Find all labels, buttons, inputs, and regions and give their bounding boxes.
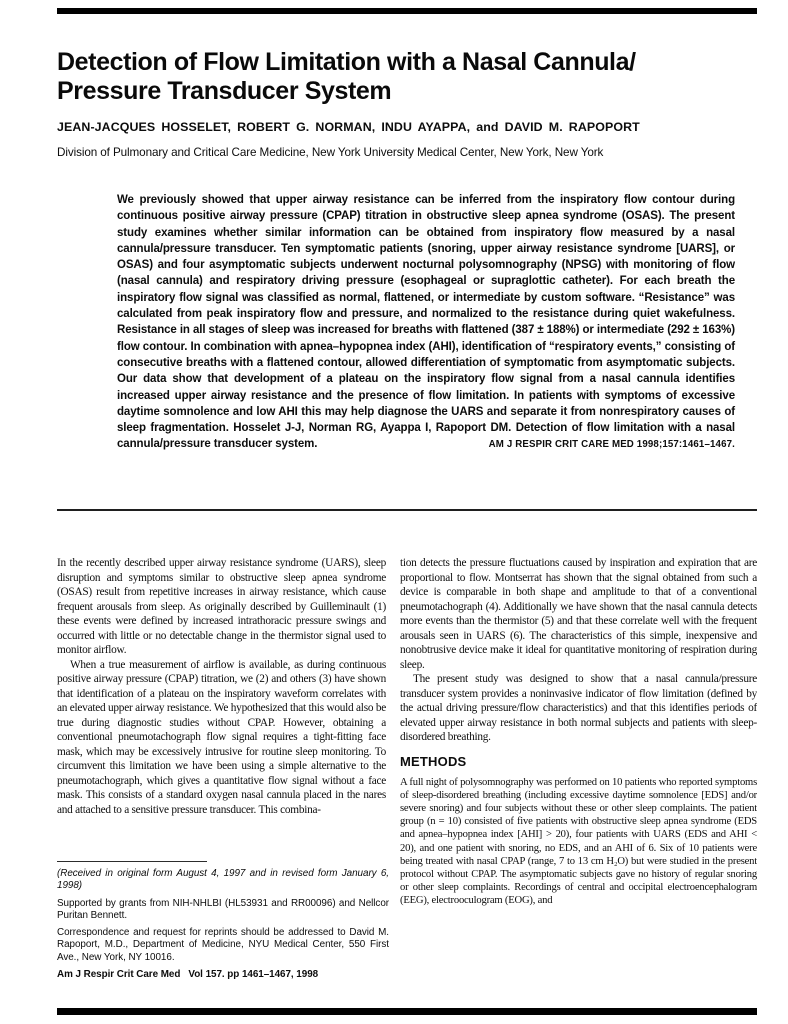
affiliation-line: Division of Pulmonary and Critical Care Medicine, New York University Medical Center, New York, New York — [57, 146, 604, 159]
footnote-grant-support: Supported by grants from NIH-NHLBI (HL53931 and RR00096) and Nellcor Puritan Bennett. — [57, 897, 389, 921]
body-column-right — [400, 556, 757, 1006]
footnote-journal-citation: Am J Respir Crit Care Med Vol 157. pp 1461–1467, 1998 — [57, 969, 319, 981]
paper-title-line1: Detection of Flow Limitation with a Nasal Cannula/ — [57, 48, 636, 76]
footnote-separator-rule — [57, 861, 207, 862]
authors-line: JEAN-JACQUES HOSSELET, ROBERT G. NORMAN, INDU AYAPPA, and DAVID M. RAPOPORT — [57, 120, 640, 134]
abstract-divider-rule — [57, 509, 757, 511]
footnote-received-dates: (Received in original form August 4, 1997 and in revised form January 6, 1998) — [57, 868, 389, 892]
body-column-left — [57, 556, 386, 862]
abstract-journal-reference: AM J RESPIR CRIT CARE MED 1998;157:1461–1467. — [488, 439, 735, 451]
top-horizontal-rule — [57, 8, 757, 14]
abstract-self-citation: Hosselet J-J, Norman RG, Ayappa I, Rapoport DM. Detection of flow limitation with a nasal cannula/pressure transducer system. — [117, 422, 735, 451]
paper-title — [57, 48, 761, 105]
abstract-paragraph — [117, 192, 735, 453]
intro-paragraph-2: When a true measurement of airflow is available, as during continuous positive airway pressure (CPAP) titration, we (2) and others (3) have shown that identification of a plateau on the inspiratory waveform correlates with an elevated upper airway resistance. We hypothesized that this would also be true during diagnostic studies without CPAP. However, obtaining a conventional pneumotachograph flow signal requires a tight-fitting face mask, which may be excessively intrusive for routine sleep monitoring. To circumvent this limitation we have been using a simple alternative to the pneumotachograph, which gives a quantitative flow signal without a face mask. This consists of a standard oxygen nasal cannula placed in the nares and attached to a sensitive pressure transducer. This combina- — [57, 658, 386, 816]
methods-section-heading: METHODS — [400, 753, 467, 769]
abstract-section — [117, 192, 735, 454]
methods-paragraph-1: A full night of polysomnography was performed on 10 patients who reported symptoms of sleep-disordered breathing (including excessive daytime somnolence [EDS] and/or severe snoring) and four subjects without these or other sleep complaints. The patient group (n = 10) consisted of five patients with obstructive sleep apnea syndrome (EDS and apnea–hypopnea index [AHI] > 20), four patients with UARS (EDS and AHI < 20), and one patient with snoring, no EDS, and an AHI of 6. Six of 10 patients were being treated with nasal CPAP (range, 7 to 13 cm H₂O) but were studied in the present protocol without CPAP. The asymptomatic subjects gave no history of regular snoring or other sleep complaints. Recordings of central and occipital electroencephalogram (EEG), electrooculogram (EOG), and — [400, 776, 757, 907]
abstract-body-text: We previously showed that upper airway resistance can be inferred from the inspiratory flow contour during continuous positive airway pressure (CPAP) titration in obstructive sleep apnea syndrome (OSAS). The present study examines whether similar information can be obtained from inspiratory flow measured by a nasal cannula/pressure transducer. Ten symptomatic patients (snoring, upper airway resistance syndrome [UARS], or OSAS) and four asymptomatic subjects underwent nocturnal polysomnography (NPSG) with monitoring of flow (nasal cannula) and respiratory driving pressure (esophageal or supraglottic catheter). For each breath the inspiratory flow signal was classified as normal, flattened, or intermediate by custom software. “Resistance” was calculated from peak inspiratory flow and pressure, and normalized to the resistance during quiet wakefulness. Resistance in all stages of sleep was increased for breaths with flattened (387 ± 188%) or intermediate (292 ± 163%) flow contour. In combination with apnea–hypopnea index (AHI), identification of “respiratory events,” consisting of consecutive breaths with a flattened contour, allowed differentiation of symptomatic from asymptomatic subjects. Our data show that development of a plateau on the inspiratory flow signal from a nasal cannula identifies increased upper airway resistance and the presence of flow limitation. In patients with symptoms of excessive daytime somnolence and low AHI this may help diagnose the UARS and separate it from nonrespiratory causes of sleep fragmentation. — [117, 194, 735, 435]
paper-title-line2: Pressure Transducer System — [57, 76, 392, 105]
bottom-horizontal-rule — [57, 1008, 757, 1015]
footnote-block — [57, 861, 389, 986]
intro-paragraph-3: tion detects the pressure fluctuations caused by inspiration and expiration that are proportional to flow. Montserrat has shown that the signal obtained from such a device is comparable in both shape and amplitude to that of a conventional pneumotachograph (4). Additionally we have shown that the nasal cannula detects more events than the thermistor (5) and that these correlate well with the frequent arousals seen in UARS (6). The characteristics of this simple, inexpensive and nonobtrusive device make it ideal for quantitative monitoring of respiration during sleep. — [400, 557, 757, 671]
footnote-correspondence: Correspondence and request for reprints should be addressed to David M. Rapoport, M.D., Department of Medicine, NYU Medical Center, 550 First Ave., New York, NY 10016. — [57, 927, 389, 963]
intro-paragraph-1: In the recently described upper airway resistance syndrome (UARS), sleep disruption and symptoms similar to obstructive sleep apnea syndrome (OSAS) result from repetitive increases in airway resistance, which cause frequent arousals from sleep. As originally described by Guilleminault (1) these events were defined by increased intrathoracic pressure swings and occurred with little or no detectable change in the thermistor signal used to monitor airflow. — [57, 557, 386, 656]
intro-paragraph-4: The present study was designed to show that a nasal cannula/pressure transducer system provides a noninvasive indicator of flow limitation (defined by the actual driving pressure/flow characteristics) and that this identifies periods of elevated upper airway resistance in both normal subjects and patients with sleep-disordered breathing. — [400, 673, 757, 743]
